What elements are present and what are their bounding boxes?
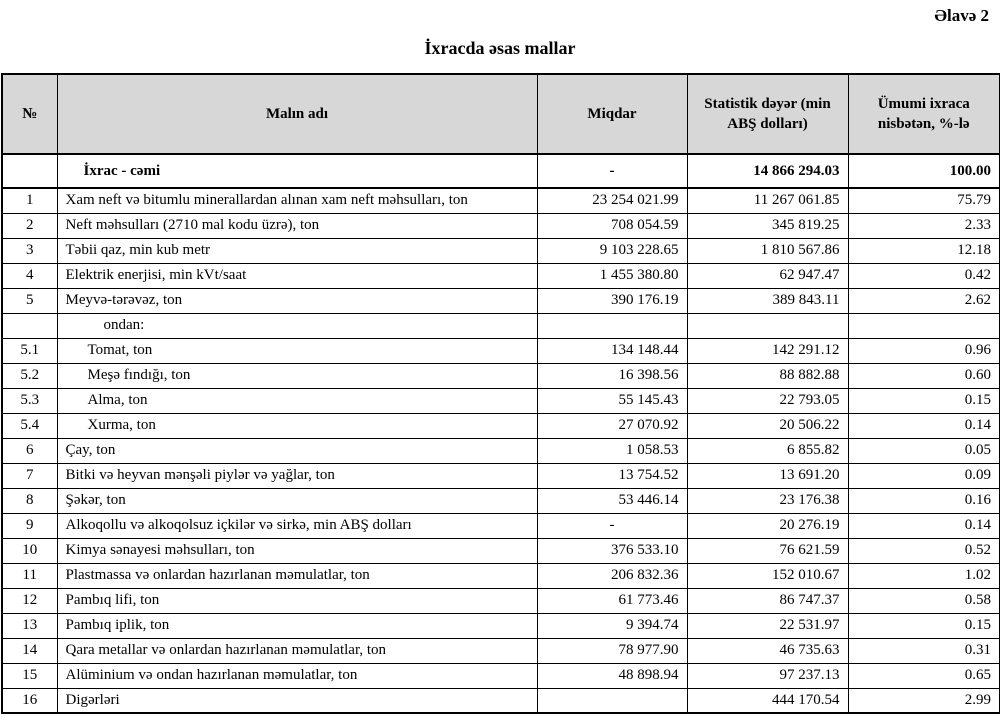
column-header-name: Malın adı bbox=[57, 74, 537, 154]
row-name: Alkoqollu və alkoqolsuz içkilər və sirkə, min ABŞ dolları bbox=[57, 513, 537, 538]
row-quantity: 61 773.46 bbox=[537, 588, 687, 613]
column-header-no: № bbox=[2, 74, 57, 154]
table-row bbox=[2, 513, 1000, 538]
table-body bbox=[2, 154, 1000, 713]
table-header-row bbox=[2, 74, 1000, 154]
row-value: 11 267 061.85 bbox=[687, 188, 848, 213]
table-row bbox=[2, 538, 1000, 563]
row-quantity: 53 446.14 bbox=[537, 488, 687, 513]
row-number: 3 bbox=[2, 238, 57, 263]
row-quantity: 390 176.19 bbox=[537, 288, 687, 313]
row-value: 62 947.47 bbox=[687, 263, 848, 288]
row-quantity: 27 070.92 bbox=[537, 413, 687, 438]
table-row bbox=[2, 154, 1000, 188]
row-number bbox=[2, 154, 57, 188]
row-value: 23 176.38 bbox=[687, 488, 848, 513]
row-quantity: 1 455 380.80 bbox=[537, 263, 687, 288]
table-row bbox=[2, 463, 1000, 488]
row-number: 4 bbox=[2, 263, 57, 288]
row-quantity: 48 898.94 bbox=[537, 663, 687, 688]
row-value: 152 010.67 bbox=[687, 563, 848, 588]
table-row bbox=[2, 638, 1000, 663]
row-number: 2 bbox=[2, 213, 57, 238]
table-row bbox=[2, 188, 1000, 213]
row-name: Alma, ton bbox=[57, 388, 537, 413]
row-quantity: 1 058.53 bbox=[537, 438, 687, 463]
row-name: Plastmassa və onlardan hazırlanan məmulatlar, ton bbox=[57, 563, 537, 588]
row-value: 20 276.19 bbox=[687, 513, 848, 538]
row-number: 16 bbox=[2, 688, 57, 713]
row-value: 46 735.63 bbox=[687, 638, 848, 663]
row-number bbox=[2, 313, 57, 338]
row-quantity: - bbox=[537, 154, 687, 188]
row-value: 20 506.22 bbox=[687, 413, 848, 438]
row-name: Şəkər, ton bbox=[57, 488, 537, 513]
row-name: Çay, ton bbox=[57, 438, 537, 463]
row-value: 1 810 567.86 bbox=[687, 238, 848, 263]
page-title: İxracda əsas mallar bbox=[424, 38, 576, 58]
table-row bbox=[2, 238, 1000, 263]
row-quantity: 55 145.43 bbox=[537, 388, 687, 413]
row-percent: 0.65 bbox=[848, 663, 1000, 688]
row-number: 5.1 bbox=[2, 338, 57, 363]
row-percent: 0.31 bbox=[848, 638, 1000, 663]
row-percent: 0.16 bbox=[848, 488, 1000, 513]
row-quantity: 134 148.44 bbox=[537, 338, 687, 363]
row-number: 8 bbox=[2, 488, 57, 513]
row-name: Digərləri bbox=[57, 688, 537, 713]
table-row bbox=[2, 213, 1000, 238]
table-row bbox=[2, 338, 1000, 363]
row-number: 1 bbox=[2, 188, 57, 213]
row-name: Elektrik enerjisi, min kVt/saat bbox=[57, 263, 537, 288]
row-percent: 0.05 bbox=[848, 438, 1000, 463]
row-number: 7 bbox=[2, 463, 57, 488]
table-row bbox=[2, 363, 1000, 388]
row-name: Neft məhsulları (2710 mal kodu üzrə), ton bbox=[57, 213, 537, 238]
column-header-value: Statistik dəyər (min ABŞ dolları) bbox=[687, 74, 848, 154]
row-number: 5.3 bbox=[2, 388, 57, 413]
row-percent: 12.18 bbox=[848, 238, 1000, 263]
table-row bbox=[2, 438, 1000, 463]
row-number: 11 bbox=[2, 563, 57, 588]
row-name: Tomat, ton bbox=[57, 338, 537, 363]
row-name: Pambıq lifi, ton bbox=[57, 588, 537, 613]
table-row bbox=[2, 688, 1000, 713]
row-name: Meyvə-tərəvəz, ton bbox=[57, 288, 537, 313]
row-name: Meşə fındığı, ton bbox=[57, 363, 537, 388]
appendix-label: Əlavə 2 bbox=[934, 6, 989, 25]
row-name: ondan: bbox=[57, 313, 537, 338]
row-percent: 0.15 bbox=[848, 388, 1000, 413]
row-percent: 0.15 bbox=[848, 613, 1000, 638]
row-name: Kimya sənayesi məhsulları, ton bbox=[57, 538, 537, 563]
row-number: 13 bbox=[2, 613, 57, 638]
table-row bbox=[2, 588, 1000, 613]
row-quantity: 708 054.59 bbox=[537, 213, 687, 238]
row-percent: 2.62 bbox=[848, 288, 1000, 313]
row-quantity: 376 533.10 bbox=[537, 538, 687, 563]
table-row bbox=[2, 313, 1000, 338]
row-name: Xurma, ton bbox=[57, 413, 537, 438]
row-value: 14 866 294.03 bbox=[687, 154, 848, 188]
row-percent: 0.14 bbox=[848, 513, 1000, 538]
row-quantity: 9 394.74 bbox=[537, 613, 687, 638]
row-percent: 2.99 bbox=[848, 688, 1000, 713]
row-value: 444 170.54 bbox=[687, 688, 848, 713]
row-quantity: 16 398.56 bbox=[537, 363, 687, 388]
row-percent: 0.14 bbox=[848, 413, 1000, 438]
row-name: Təbii qaz, min kub metr bbox=[57, 238, 537, 263]
row-number: 5 bbox=[2, 288, 57, 313]
row-quantity: 206 832.36 bbox=[537, 563, 687, 588]
row-name: Qara metallar və onlardan hazırlanan məmulatlar, ton bbox=[57, 638, 537, 663]
row-percent: 75.79 bbox=[848, 188, 1000, 213]
row-value: 76 621.59 bbox=[687, 538, 848, 563]
table-row bbox=[2, 413, 1000, 438]
row-percent: 0.09 bbox=[848, 463, 1000, 488]
row-number: 6 bbox=[2, 438, 57, 463]
table-row bbox=[2, 613, 1000, 638]
table-row bbox=[2, 663, 1000, 688]
row-value: 22 531.97 bbox=[687, 613, 848, 638]
row-number: 9 bbox=[2, 513, 57, 538]
row-value: 97 237.13 bbox=[687, 663, 848, 688]
column-header-quantity: Miqdar bbox=[537, 74, 687, 154]
row-value: 22 793.05 bbox=[687, 388, 848, 413]
row-value: 13 691.20 bbox=[687, 463, 848, 488]
row-percent: 0.60 bbox=[848, 363, 1000, 388]
row-name: İxrac - cəmi bbox=[57, 154, 537, 188]
row-percent: 0.42 bbox=[848, 263, 1000, 288]
row-quantity: 13 754.52 bbox=[537, 463, 687, 488]
row-quantity: 9 103 228.65 bbox=[537, 238, 687, 263]
row-number: 12 bbox=[2, 588, 57, 613]
row-value bbox=[687, 313, 848, 338]
row-percent: 0.58 bbox=[848, 588, 1000, 613]
row-value: 86 747.37 bbox=[687, 588, 848, 613]
row-value: 88 882.88 bbox=[687, 363, 848, 388]
row-quantity: 23 254 021.99 bbox=[537, 188, 687, 213]
row-number: 10 bbox=[2, 538, 57, 563]
row-percent: 0.96 bbox=[848, 338, 1000, 363]
row-name: Bitki və heyvan mənşəli piylər və yağlar, ton bbox=[57, 463, 537, 488]
row-name: Alüminium və ondan hazırlanan məmulatlar, ton bbox=[57, 663, 537, 688]
row-number: 15 bbox=[2, 663, 57, 688]
table-row bbox=[2, 263, 1000, 288]
row-percent bbox=[848, 313, 1000, 338]
row-name: Pambıq iplik, ton bbox=[57, 613, 537, 638]
row-value: 389 843.11 bbox=[687, 288, 848, 313]
row-quantity: - bbox=[537, 513, 687, 538]
table-header bbox=[2, 74, 1000, 154]
row-value: 142 291.12 bbox=[687, 338, 848, 363]
row-quantity bbox=[537, 313, 687, 338]
row-value: 6 855.82 bbox=[687, 438, 848, 463]
row-percent: 2.33 bbox=[848, 213, 1000, 238]
row-percent: 1.02 bbox=[848, 563, 1000, 588]
row-number: 5.4 bbox=[2, 413, 57, 438]
row-quantity: 78 977.90 bbox=[537, 638, 687, 663]
table-row bbox=[2, 563, 1000, 588]
row-number: 5.2 bbox=[2, 363, 57, 388]
table-row bbox=[2, 288, 1000, 313]
table-row bbox=[2, 488, 1000, 513]
row-percent: 100.00 bbox=[848, 154, 1000, 188]
row-name: Xam neft və bitumlu minerallardan alınan xam neft məhsulları, ton bbox=[57, 188, 537, 213]
export-table bbox=[1, 73, 1000, 714]
row-number: 14 bbox=[2, 638, 57, 663]
column-header-percent: Ümumi ixraca nisbətən, %-lə bbox=[848, 74, 1000, 154]
table-row bbox=[2, 388, 1000, 413]
row-percent: 0.52 bbox=[848, 538, 1000, 563]
row-quantity bbox=[537, 688, 687, 713]
row-value: 345 819.25 bbox=[687, 213, 848, 238]
